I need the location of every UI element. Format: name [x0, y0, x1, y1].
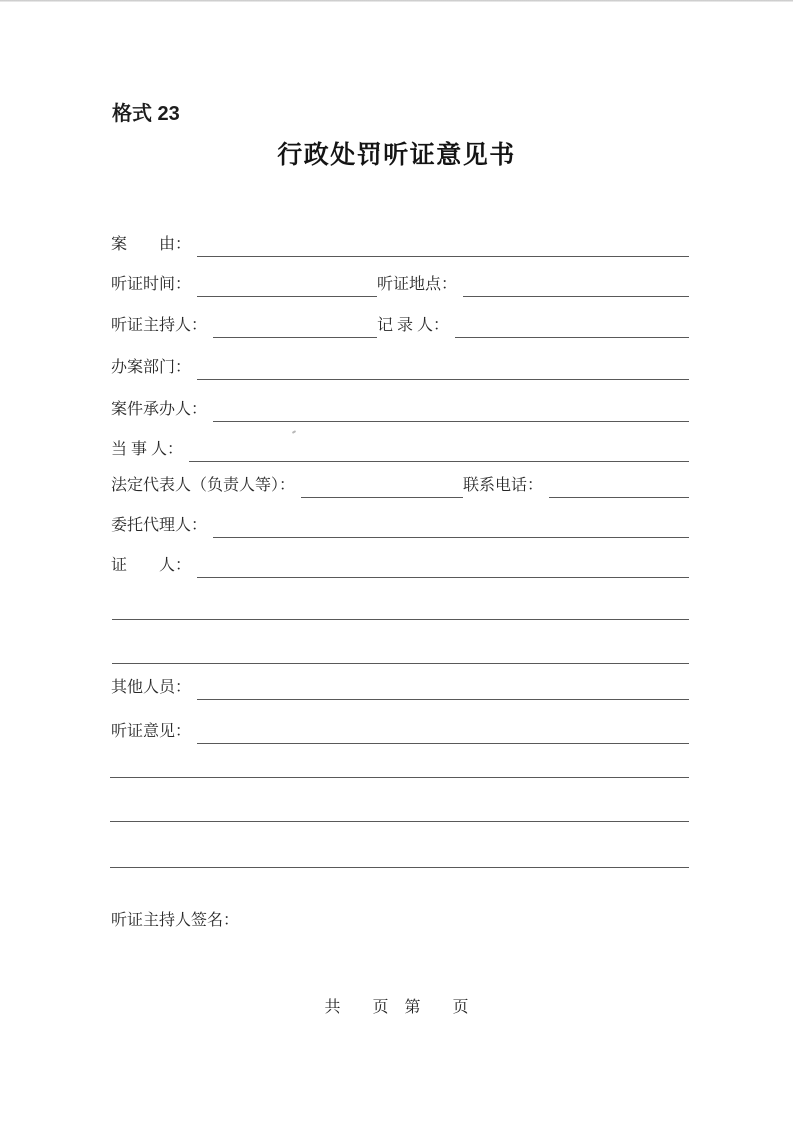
field-label-witness: 证 人： — [111, 557, 192, 574]
form-row-legal-rep-phone — [111, 474, 689, 498]
blank-underline — [213, 314, 377, 338]
blank-underline — [197, 356, 689, 380]
field-label-hearing-opinion: 听证意见： — [111, 723, 192, 740]
form-row-continuation-line — [110, 754, 689, 778]
blank-underline — [112, 596, 689, 620]
form-row-other-personnel — [111, 676, 689, 700]
form-row-continuation-line — [110, 844, 689, 868]
page-number-footer: 共 页 第 页 — [324, 999, 469, 1016]
field-label-case-handler: 案件承办人： — [111, 401, 208, 418]
blank-underline — [110, 754, 689, 778]
blank-underline — [213, 398, 689, 422]
form-row-party — [111, 438, 689, 462]
form-row-continuation-line — [112, 596, 689, 620]
blank-underline — [197, 676, 689, 700]
blank-underline — [463, 273, 689, 297]
scan-speckle-artifact — [292, 430, 296, 434]
blank-underline — [197, 720, 689, 744]
field-label-other-personnel: 其他人员： — [111, 679, 192, 696]
blank-underline — [110, 798, 689, 822]
form-row-case-department — [111, 356, 689, 380]
form-row-host-recorder — [111, 314, 689, 338]
scan-edge-artifact — [0, 0, 793, 2]
field-label-hearing-place: 听证地点： — [377, 276, 458, 293]
blank-underline — [197, 554, 689, 578]
blank-underline — [189, 438, 689, 462]
field-label-recorder: 记 录 人： — [377, 317, 450, 334]
form-row-hearing-opinion — [111, 720, 689, 744]
field-label-case-cause: 案 由： — [111, 236, 192, 253]
field-label-hearing-time: 听证时间： — [111, 276, 192, 293]
blank-underline — [455, 314, 689, 338]
form-row-case-handler — [111, 398, 689, 422]
field-label-party: 当 事 人： — [111, 441, 184, 458]
form-row-witness — [111, 554, 689, 578]
format-number-label: 格式 23 — [112, 103, 180, 125]
field-label-case-department: 办案部门： — [111, 359, 192, 376]
field-label-legal-representative: 法定代表人（负责人等）： — [111, 477, 296, 494]
blank-underline — [213, 514, 689, 538]
blank-underline — [110, 844, 689, 868]
form-row-entrusted-agent — [111, 514, 689, 538]
field-label-contact-phone: 联系电话： — [463, 477, 544, 494]
blank-underline — [197, 233, 689, 257]
form-row-case-cause — [111, 233, 689, 257]
field-label-entrusted-agent: 委托代理人： — [111, 517, 208, 534]
blank-underline — [112, 640, 689, 664]
form-row-continuation-line — [110, 798, 689, 822]
blank-underline — [301, 474, 463, 498]
field-label-hearing-host: 听证主持人： — [111, 317, 208, 334]
form-row-continuation-line — [112, 640, 689, 664]
form-row-hearing-time-place — [111, 273, 689, 297]
host-signature-label: 听证主持人签名： — [111, 912, 240, 929]
blank-underline — [197, 273, 377, 297]
blank-underline — [549, 474, 689, 498]
document-title: 行政处罚听证意见书 — [277, 142, 516, 169]
